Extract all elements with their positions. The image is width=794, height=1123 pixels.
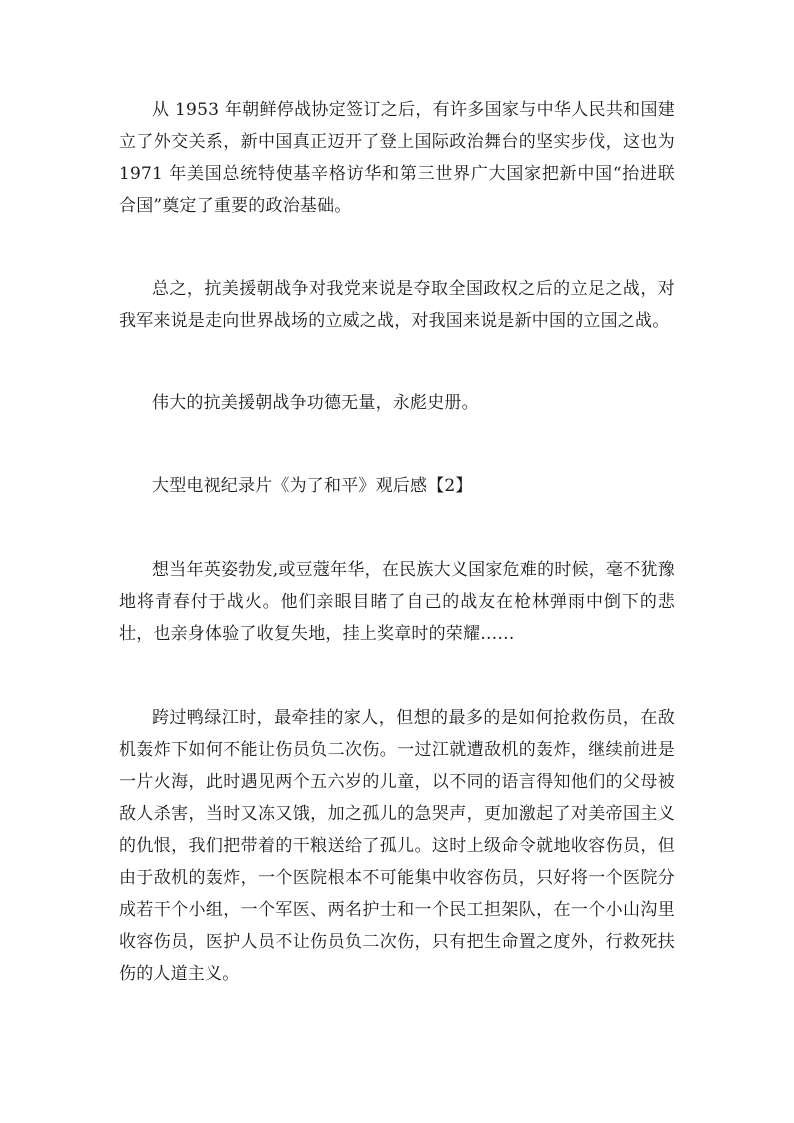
paragraph-youth: 想当年英姿勃发,或豆蔻年华，在民族大义国家危难的时候，毫不犹豫地将青春付于战火。他们亲眼目睹了自己的战友在枪林弹雨中倒下的悲壮，也亲身体验了收复失地，挂上奖章时的荣耀……: [119, 560, 675, 644]
section-heading: 大型电视纪录片《为了和平》观后感【2】: [152, 476, 473, 496]
paragraph-summary: 总之，抗美援朝战争对我党来说是夺取全国政权之后的立足之战，对我军来说是走向世界战场的立威之战，对我国来说是新中国的立国之战。: [119, 279, 675, 331]
paragraph-tribute: 伟大的抗美援朝战争功德无量，永彪史册。: [152, 393, 479, 413]
paragraph-diplomatic-relations: 从 1953 年朝鲜停战协定签订之后，有许多国家与中华人民共和国建立了外交关系，新中国真正迈开了登上国际政治舞台的坚实步伐，这也为 1971 年美国总统特使基辛格访华和第三世界广大国家把新中国“抬进联合国”奠定了重要的政治基础。: [119, 100, 675, 216]
paragraph-crossing-yalu: 跨过鸭绿江时，最牵挂的家人，但想的最多的是如何抢救伤员，在敌机轰炸下如何不能让伤员负二次伤。一过江就遭敌机的轰炸，继续前进是一片火海，此时遇见两个五六岁的儿童，以不同的语言得知他们的父母被敌人杀害，当时又冻又饿，加之孤儿的急哭声，更加激起了对美帝国主义的仇恨，我们把带着的干粮送给了孤儿。这时上级命令就地收容伤员，但由于敌机的轰炸，一个医院根本不可能集中收容伤员，只好将一个医院分成若干个小组，一个军医、两名护士和一个民工担架队，在一个小山沟里收容伤员，医护人员不让伤员负二次伤，只有把生命置之度外，行救死扶伤的人道主义。: [119, 708, 675, 984]
